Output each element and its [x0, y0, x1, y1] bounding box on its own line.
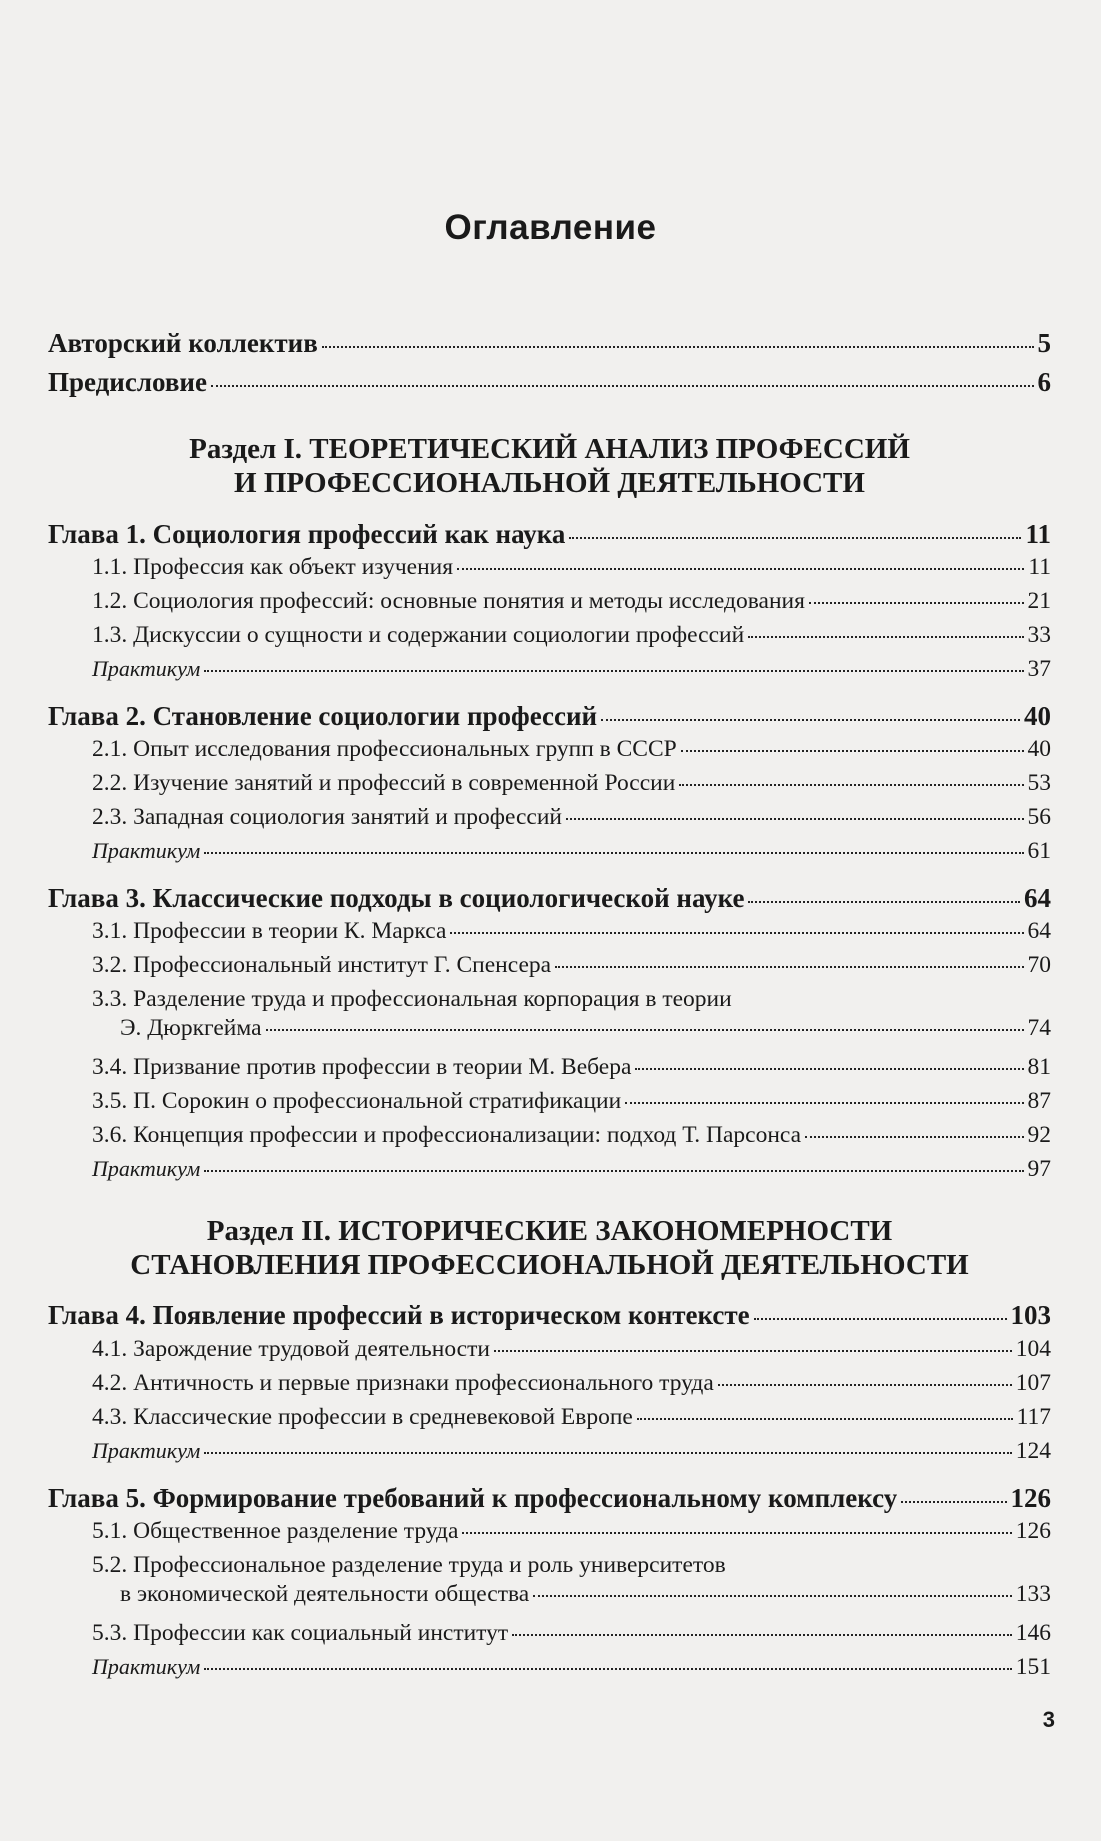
- practicum-title: Практикум: [92, 1438, 201, 1463]
- subsection-page: 104: [1015, 1336, 1051, 1362]
- toc-chapter-3[interactable]: [48, 883, 1051, 914]
- toc-subsection[interactable]: [92, 588, 1051, 615]
- subsection-title-cont: Э. Дюркгейма: [120, 1015, 262, 1041]
- page-number: 3: [1042, 1707, 1055, 1732]
- toc-subsection[interactable]: [92, 736, 1051, 763]
- subsection-title: 2.1. Опыт исследования профессиональных групп в СССР: [92, 736, 677, 762]
- toc-title: Оглавление: [444, 208, 657, 247]
- dot-leader: [457, 568, 1024, 570]
- dot-leader: [569, 537, 1021, 539]
- dot-leader: [809, 602, 1024, 604]
- practicum-page: 61: [1027, 838, 1051, 864]
- toc-practicum[interactable]: [92, 838, 1051, 865]
- subsection-page: 74: [1027, 1015, 1051, 1041]
- toc-subsection[interactable]: [92, 1518, 1051, 1545]
- toc-subsection-multiline[interactable]: [92, 1552, 1051, 1606]
- chapter-title: Глава 1. Социология профессий как наука: [48, 519, 566, 549]
- subsection-title: 3.2. Профессиональный институт Г. Спенсера: [92, 952, 552, 978]
- section-line: Раздел I. ТЕОРЕТИЧЕСКИЙ АНАЛИЗ ПРОФЕССИЙ: [189, 433, 910, 465]
- dot-leader: [566, 818, 1024, 820]
- dot-leader: [718, 1384, 1012, 1386]
- toc-subsection[interactable]: [92, 554, 1051, 581]
- subsection-title: 4.3. Классические профессии в средневековой Европе: [92, 1404, 633, 1430]
- section-line: И ПРОФЕССИОНАЛЬНОЙ ДЕЯТЕЛЬНОСТИ: [234, 467, 865, 499]
- toc-chapter-4[interactable]: [48, 1300, 1051, 1331]
- entry-title: Предисловие: [48, 367, 207, 397]
- subsection-title-line1: 3.3. Разделение труда и профессиональная корпорация в теории: [92, 986, 732, 1012]
- subsection-title: 2.3. Западная социология занятий и профессий: [92, 804, 562, 830]
- subsection-title: 4.2. Античность и первые признаки профессионального труда: [92, 1370, 714, 1396]
- subsection-title: 5.3. Профессии как социальный институт: [92, 1620, 509, 1646]
- chapter-title: Глава 2. Становление социологии профессий: [48, 701, 598, 731]
- chapter-page: 64: [1024, 883, 1051, 913]
- dot-leader: [450, 932, 1023, 934]
- chapter-title: Глава 3. Классические подходы в социологической науке: [48, 883, 745, 913]
- toc-subsection[interactable]: [92, 1088, 1051, 1115]
- dot-leader: [204, 1452, 1011, 1454]
- subsection-title: 2.2. Изучение занятий и профессий в современной России: [92, 770, 676, 796]
- practicum-title: Практикум: [92, 1654, 201, 1679]
- subsection-title-line1: 5.2. Профессиональное разделение труда и роль университетов: [92, 1552, 726, 1578]
- dot-leader: [462, 1532, 1011, 1534]
- toc-chapter-5[interactable]: [48, 1483, 1051, 1514]
- chapter-title: Глава 4. Появление профессий в историческом контексте: [48, 1300, 750, 1330]
- subsection-title: 1.2. Социология профессий: основные понятия и методы исследования: [92, 588, 805, 614]
- toc-subsection[interactable]: [92, 918, 1051, 945]
- dot-leader: [681, 750, 1024, 752]
- subsection-page: 64: [1027, 918, 1051, 944]
- section-heading-1: [48, 432, 1051, 500]
- toc-subsection[interactable]: [92, 952, 1051, 979]
- toc-subsection[interactable]: [92, 1404, 1051, 1431]
- subsection-page: 133: [1015, 1581, 1051, 1607]
- practicum-page: 124: [1015, 1438, 1051, 1464]
- chapter-title: Глава 5. Формирование требований к профессиональному комплексу: [48, 1483, 898, 1513]
- dot-leader: [322, 346, 1034, 348]
- toc-subsection[interactable]: [92, 622, 1051, 649]
- subsection-page: 21: [1027, 588, 1051, 614]
- toc-subsection[interactable]: [92, 1054, 1051, 1081]
- entry-page: 6: [1037, 367, 1051, 397]
- toc-subsection[interactable]: [92, 1620, 1051, 1647]
- subsection-title: 3.6. Концепция профессии и профессионализации: подход Т. Парсонса: [92, 1122, 802, 1148]
- dot-leader: [625, 1102, 1023, 1104]
- subsection-page: 40: [1027, 736, 1051, 762]
- dot-leader: [494, 1350, 1012, 1352]
- toc-practicum[interactable]: [92, 1438, 1051, 1465]
- dot-leader: [266, 1029, 1024, 1031]
- subsection-title: 3.1. Профессии в теории К. Маркса: [92, 918, 447, 944]
- chapter-page: 40: [1024, 701, 1051, 731]
- subsection-title: 3.4. Призвание против профессии в теории М. Вебера: [92, 1054, 632, 1080]
- toc-subsection[interactable]: [92, 770, 1051, 797]
- toc-entry-preface[interactable]: [48, 367, 1051, 398]
- dot-leader: [204, 1170, 1023, 1172]
- subsection-title: 3.5. П. Сорокин о профессиональной стратификации: [92, 1088, 622, 1114]
- chapter-page: 11: [1025, 519, 1051, 549]
- subsection-title-line2: [120, 1015, 1051, 1042]
- subsection-title: 5.1. Общественное разделение труда: [92, 1518, 459, 1544]
- dot-leader: [601, 719, 1020, 721]
- dot-leader: [748, 901, 1020, 903]
- subsection-page: 87: [1027, 1088, 1051, 1114]
- practicum-page: 97: [1027, 1156, 1051, 1182]
- subsection-page: 107: [1015, 1370, 1051, 1396]
- dot-leader: [748, 636, 1023, 638]
- dot-leader: [204, 1668, 1011, 1670]
- subsection-title: 4.1. Зарождение трудовой деятельности: [92, 1336, 490, 1362]
- subsection-title-line2: [120, 1581, 1051, 1608]
- toc-subsection[interactable]: [92, 1370, 1051, 1397]
- dot-leader: [533, 1595, 1012, 1597]
- toc-subsection[interactable]: [92, 1336, 1051, 1363]
- subsection-page: 70: [1027, 952, 1051, 978]
- dot-leader: [901, 1501, 1006, 1503]
- dot-leader: [204, 852, 1023, 854]
- dot-leader: [204, 670, 1023, 672]
- subsection-page: 92: [1027, 1122, 1051, 1148]
- subsection-page: 56: [1027, 804, 1051, 830]
- practicum-title: Практикум: [92, 656, 201, 681]
- chapter-page: 103: [1010, 1300, 1051, 1330]
- subsection-title: 1.3. Дискуссии о сущности и содержании социологии профессий: [92, 622, 745, 648]
- toc-subsection[interactable]: [92, 1122, 1051, 1149]
- dot-leader: [555, 966, 1023, 968]
- toc-chapter-1[interactable]: [48, 519, 1051, 550]
- practicum-page: 37: [1027, 656, 1051, 682]
- toc-practicum[interactable]: [92, 1654, 1051, 1681]
- entry-title: Авторский коллектив: [48, 328, 318, 358]
- subsection-page: 126: [1015, 1518, 1051, 1544]
- dot-leader: [805, 1136, 1023, 1138]
- toc-chapter-2[interactable]: [48, 701, 1051, 732]
- subsection-title-cont: в экономической деятельности общества: [120, 1581, 530, 1607]
- dot-leader: [754, 1318, 1007, 1320]
- subsection-page: 146: [1015, 1620, 1051, 1646]
- subsection-page: 11: [1028, 554, 1051, 580]
- subsection-page: 33: [1027, 622, 1051, 648]
- subsection-page: 81: [1027, 1054, 1051, 1080]
- toc-practicum[interactable]: [92, 656, 1051, 683]
- dot-leader: [637, 1418, 1013, 1420]
- dot-leader: [512, 1634, 1012, 1636]
- dot-leader: [635, 1068, 1023, 1070]
- practicum-title: Практикум: [92, 1156, 201, 1181]
- dot-leader: [679, 784, 1023, 786]
- section-line: Раздел II. ИСТОРИЧЕСКИЕ ЗАКОНОМЕРНОСТИ: [206, 1215, 893, 1247]
- practicum-page: 151: [1015, 1654, 1051, 1680]
- toc-practicum[interactable]: [92, 1156, 1051, 1183]
- chapter-page: 126: [1010, 1483, 1051, 1513]
- toc-entry-authors[interactable]: [48, 328, 1051, 359]
- toc-subsection-multiline[interactable]: [92, 986, 1051, 1040]
- section-line: СТАНОВЛЕНИЯ ПРОФЕССИОНАЛЬНОЙ ДЕЯТЕЛЬНОСТИ: [130, 1249, 969, 1281]
- practicum-title: Практикум: [92, 838, 201, 863]
- subsection-page: 53: [1027, 770, 1051, 796]
- entry-page: 5: [1037, 328, 1051, 358]
- subsection-title: 1.1. Профессия как объект изучения: [92, 554, 454, 580]
- toc-subsection[interactable]: [92, 804, 1051, 831]
- subsection-page: 117: [1016, 1404, 1051, 1430]
- dot-leader: [211, 385, 1034, 387]
- section-heading-2: [48, 1214, 1051, 1282]
